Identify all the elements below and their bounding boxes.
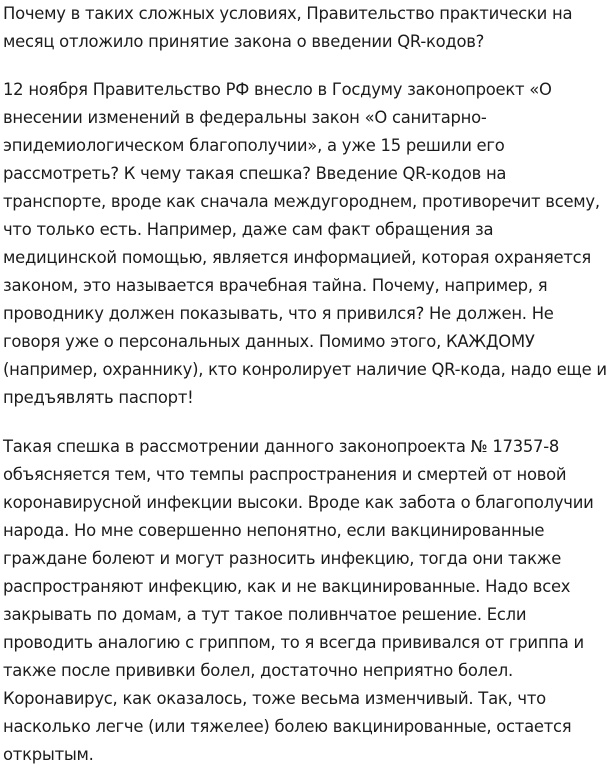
paragraph-law-project: 12 ноября Правительство РФ внесло в Госдуму законопроект «О внесении изменений в федеральны закон «О санитарно-эпидемиологическом благополучии», а уже 15 решили его рассмотреть? К чему такая спешка? Введение QR-кодов на транспорте, вроде как сначала междугороднем, противоречит всему, что только есть. Например, даже сам факт обращения за медицинской помощью, является информацией, которая охраняется законом, это называется врачебная тайна. Почему, например, я проводнику должен показывать, что я привился? Не должен. Не говоря уже о персональных данных. Помимо этого, КАЖДОМУ (например, охраннику), кто конролирует наличие QR-кода, надо еще и предъявлять паспорт! (3, 80, 607, 407)
paragraph-question: Почему в таких сложных условиях, Правительство практически на месяц отложило принятие закона о введении QR-кодов? (3, 4, 573, 51)
paragraph-explanation: Такая спешка в рассмотрении данного законопроекта № 17357-8 объясняется тем, что темпы распространения и смертей от новой коронавирусной инфекции высоки. Вроде как забота о благополучии народа. Но мне совершенно непонятно, если вакцинированные граждане болеют и могут разносить инфекцию, тогда они также распространяют инфекцию, как и не вакцинированные. Надо всех закрывать по домам, а тут такое поливнчатое решение. Если проводить аналогию с гриппом, то я всегда прививался от гриппа и также после прививки болел, достаточно неприятно болел. Коронавирус, как оказалось, тоже весьма изменчивый. Так, что насколько легче (или тяжелее) болею вакцинированные, остается открытым. (3, 437, 594, 764)
